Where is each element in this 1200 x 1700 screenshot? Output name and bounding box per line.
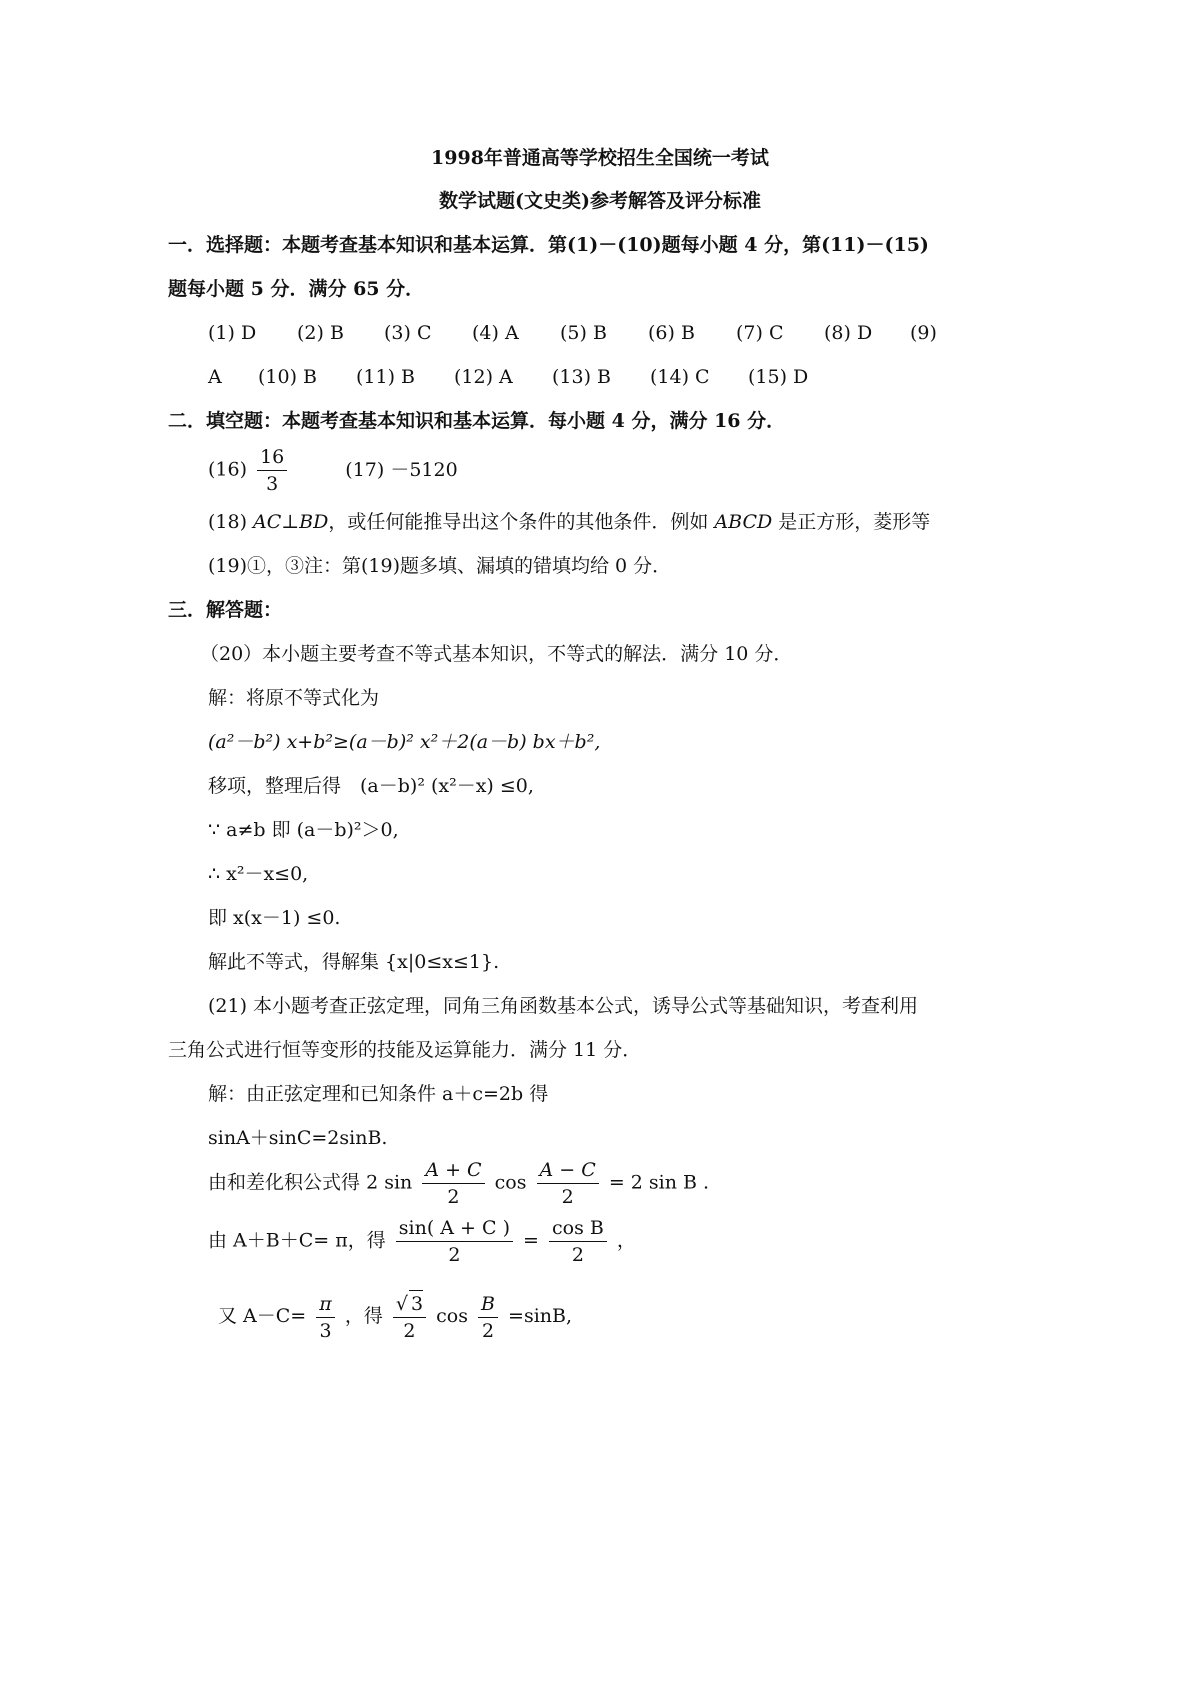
q21-eq4-mid: ，得 [344,1305,383,1327]
answer-item: (8) D [824,322,873,344]
answer-item: A [208,366,222,388]
fraction-denominator: 2 [561,1186,574,1208]
q18-label: (18) [208,511,254,533]
fraction-numerator: A − C [537,1157,599,1184]
q16-fraction [257,444,287,497]
fraction-numerator: cos B [549,1215,607,1242]
q21-equation-4 [218,1290,572,1344]
answer-item: (7) C [736,322,784,344]
fraction-numerator: A + C [422,1157,484,1184]
fraction-numerator: 16 [257,444,287,471]
q21-eq3-equals: = [523,1229,539,1252]
fraction-numerator: √ 3 [393,1290,426,1318]
q21-eq2-fraction-2 [537,1157,599,1210]
answer-item: (3) C [384,322,432,344]
q21-eq4-fraction-2 [393,1290,426,1344]
q21-eq4-fraction-1 [316,1291,335,1344]
q20-solution-start: 解：将原不等式化为 [208,687,380,709]
q21-eq2-text: 由和差化积公式得 [208,1171,361,1194]
q21-eq4-cos: cos [436,1305,468,1327]
fraction-denominator: 3 [266,473,279,495]
q21-eq2-cos: cos [494,1171,527,1194]
fraction-denominator: 2 [447,1186,460,1208]
q18-math: AC⊥BD [253,511,329,533]
answer-item: (6) B [648,322,695,344]
answer-item: (14) C [650,366,710,388]
answer-item: (2) B [297,322,344,344]
q21-eq2-rhs: = 2 sin B . [608,1171,710,1194]
q17-answer: (17) －5120 [345,458,458,481]
q21-intro: (21) 本小题考查正弦定理，同角三角函数基本公式，诱导公式等基础知识，考查利用 [208,995,919,1017]
fraction-denominator: 2 [571,1244,584,1266]
q21-eq3-text: 由 A＋B＋C= π，得 [208,1229,386,1252]
answer-item: (11) B [356,366,416,388]
answer-item: (12) A [454,366,513,388]
q21-eq3-end: ， [616,1229,636,1252]
q21-eq2-fraction-1 [422,1157,484,1210]
q16-label: (16) [208,458,248,481]
q21-eq3-fraction-2 [549,1215,607,1268]
sqrt-radicand: 3 [409,1290,423,1317]
answer-item: (9) [910,322,937,344]
q21-equation-1: sinA＋sinC=2sinB. [208,1127,388,1149]
answer-item: (4) A [472,322,519,344]
section2-heading: 二．填空题：本题考查基本知识和基本运算．每小题 4 分，满分 16 分． [168,410,786,432]
q20-intro: （20）本小题主要考查不等式基本知识，不等式的解法．满分 10 分． [200,643,793,665]
q18-text-end: 是正方形，菱形等 [772,511,931,533]
q21-eq4-text: 又 A－C= [218,1305,307,1327]
q20-solution-set: 解此不等式，得解集 {x|0≤x≤1}. [208,951,500,973]
fraction-numerator: π [316,1291,335,1318]
section1-heading: 一．选择题：本题考查基本知识和基本运算．第(1)－(10)题每小题 4 分，第(11)－(15) [168,234,929,256]
fraction-denominator: 2 [403,1320,416,1342]
answer-item: (1) D [208,322,257,344]
q20-equation-2: 移项，整理后得 (a－b)² (x²－x) ≤0, [208,775,534,797]
q21-eq4-end: =sinB, [508,1305,573,1327]
fraction-denominator: 2 [481,1319,495,1342]
fraction-denominator: 2 [448,1244,461,1266]
fraction-numerator: sin( A + C ) [396,1215,513,1242]
q18-math-2: ABCD [714,511,773,533]
q21-eq4-fraction-3 [478,1291,498,1344]
q21-solution-start: 解：由正弦定理和已知条件 a＋c=2b 得 [208,1083,549,1105]
q18-text: ，或任何能推导出这个条件的其他条件．例如 [328,511,715,533]
title-line-1: 1998年普通高等学校招生全国统一考试 [431,147,769,169]
section1-heading-cont: 题每小题 5 分．满分 65 分． [168,278,425,300]
answer-item: (10) B [258,366,318,388]
q20-equation-3: ∵ a≠b 即 (a－b)²＞0, [208,819,399,841]
fraction-denominator: 3 [319,1319,332,1342]
answer-19: (19)①，③注：第(19)题多填、漏填的错填均给 0 分． [208,555,672,577]
q21-intro-cont: 三角公式进行恒等变形的技能及运算能力．满分 11 分． [168,1039,642,1061]
section3-heading: 三．解答题： [168,599,283,621]
q21-eq2-sin: 2 sin [366,1171,413,1194]
q21-equation-3 [208,1215,636,1268]
title-line-2: 数学试题(文史类)参考解答及评分标准 [439,190,761,212]
q20-equation-5: 即 x(x－1) ≤0. [208,907,341,929]
fraction-numerator: B [478,1291,498,1318]
q20-equation-4: ∴ x²－x≤0, [208,863,309,885]
q21-equation-2 [208,1157,709,1210]
answer-18 [208,509,930,535]
answer-item: (15) D [748,366,809,388]
q21-eq3-fraction-1 [396,1215,513,1268]
answer-item: (5) B [560,322,607,344]
answer-16-17 [208,444,458,497]
q20-equation-1: (a²－b²) x+b²≥(a－b)² x²＋2(a－b) bx＋b², [208,731,601,753]
answer-item: (13) B [552,366,612,388]
